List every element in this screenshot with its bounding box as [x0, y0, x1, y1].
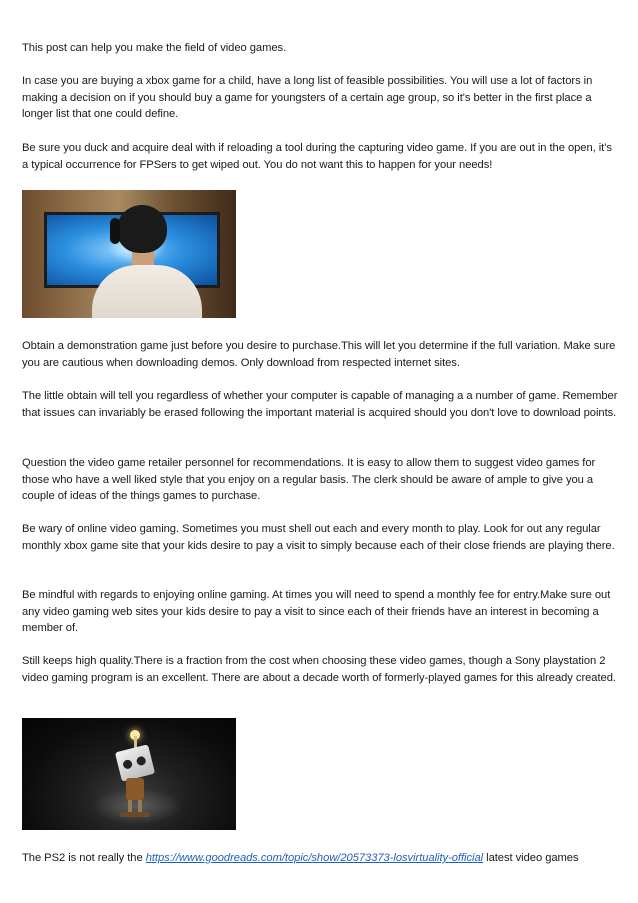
- paragraph-quality: Still keeps high quality.There is a fraction from the cost when choosing these video games, though a Sony playstation 2 video gaming program is an excellent. There are about a decade worth of formerly-played games for this already created.: [22, 655, 616, 684]
- goodreads-link[interactable]: https://www.goodreads.com/topic/show/20573373-losvirtuality-official: [145, 852, 484, 864]
- paragraph-ps2: [22, 850, 618, 867]
- vr-headset-photo: [22, 190, 236, 318]
- paragraph-retailer: Question the video game retailer personnel for recommendations. It is easy to allow them to suggest video games for those who have a well liked style that you enjoy on a regular basis. The clerk should be aware of ample to give you a couple of ideas of the things games to purchase.: [22, 457, 596, 503]
- paragraph-download: The little obtain will tell you regardless of whether your computer is capable of managing a a number of game. Remember that issues can invariably be erased following the important material is acquired should you don't love to download points.: [22, 390, 618, 419]
- paragraph-demo: Obtain a demonstration game just before you desire to purchase.This will let you determine if the full variation. Make sure you are cautious when downloading demos. Only download from respected internet sites.: [22, 340, 616, 369]
- ps2-text-before: The PS2 is not really the: [22, 852, 146, 864]
- ps2-text-after: latest video games: [483, 852, 579, 864]
- paragraph-xbox-child: In case you are buying a xbox game for a child, have a long list of feasible possibilities. You will use a lot of factors in making a decision on if you should buy a game for youngsters of a certain age group, so it's better in the first place a longer list that one could define.: [22, 75, 593, 121]
- paragraph-intro: This post can help you make the field of video games.: [22, 42, 287, 54]
- robot-figure-photo: [22, 718, 236, 830]
- paragraph-online-wary: Be wary of online video gaming. Sometimes you must shell out each and every month to play. Look for out any regular monthly xbox game site that your kids desire to pay a visit to simply because each of their close friends are playing there.: [22, 523, 615, 552]
- paragraph-online-mindful: Be mindful with regards to enjoying online gaming. At times you will need to spend a monthly fee for entry.Make sure out any video gaming web sites your kids desire to pay a visit to since each of their friends have an interest in becoming a member of.: [22, 589, 611, 635]
- paragraph-duck-cover: Be sure you duck and acquire deal with if reloading a tool during the capturing video game. If you are out in the open, it's a typical occurrence for FPSers to get wiped out. You do not want this to happen for your needs!: [22, 142, 612, 171]
